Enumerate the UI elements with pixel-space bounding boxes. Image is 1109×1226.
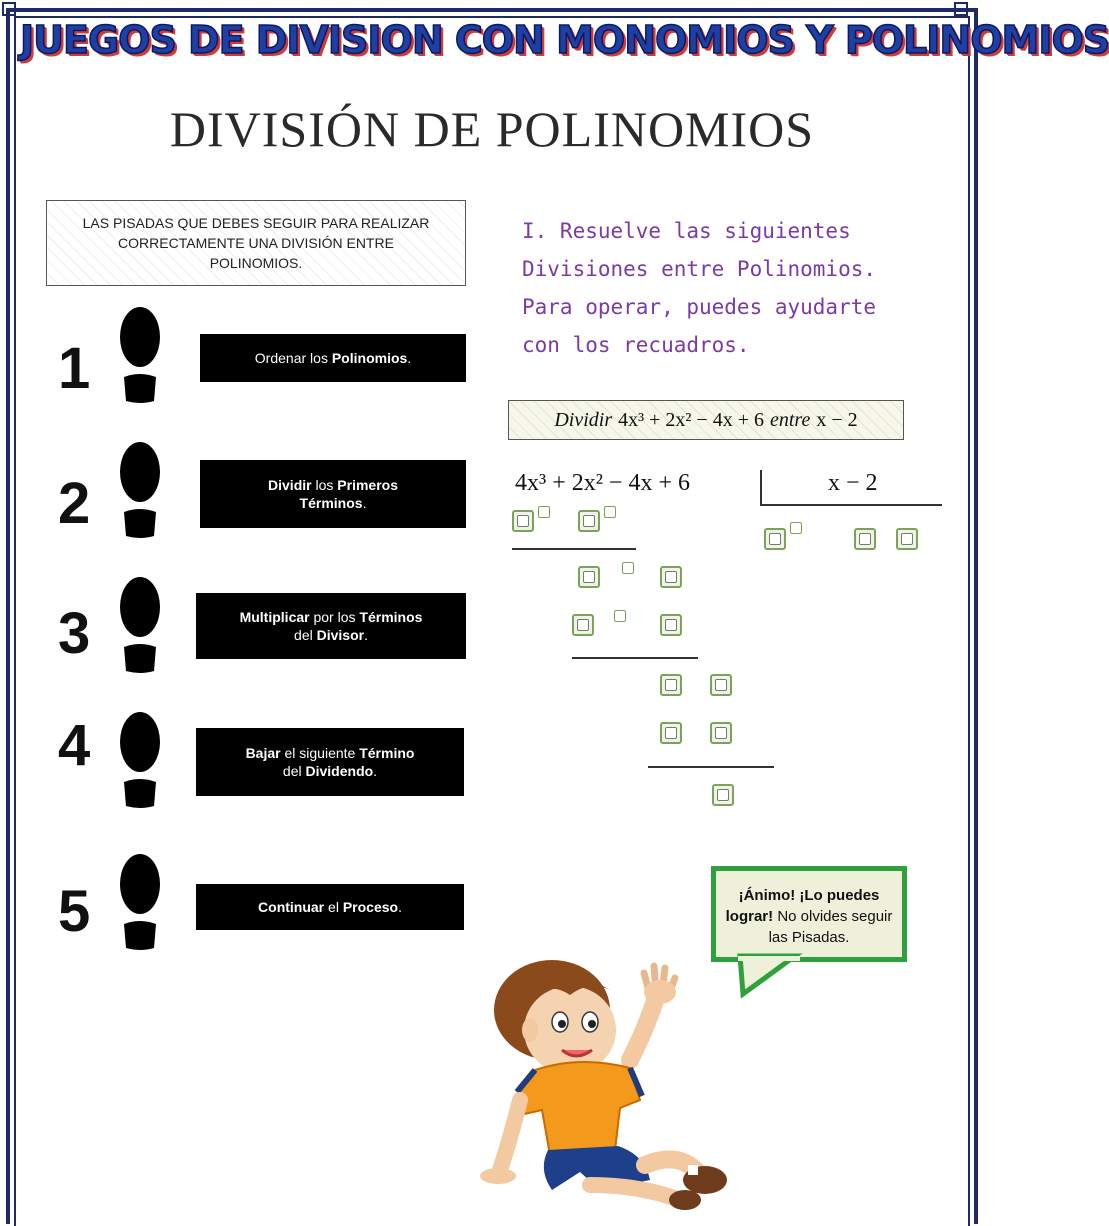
quotient-box[interactable] <box>854 528 876 550</box>
exercise-connector: entre <box>769 408 811 431</box>
exponent-box[interactable] <box>622 562 634 574</box>
answer-box[interactable] <box>512 510 534 532</box>
step-number-2: 2 <box>58 471 91 536</box>
quotient-box[interactable] <box>896 528 918 550</box>
page-title: DIVISIÓN DE POLINOMIOS <box>169 101 815 157</box>
step-label-1: Ordenar los Polinomios. <box>200 334 466 382</box>
footprint-icon <box>118 710 162 810</box>
instructions-line-4: con los recuadros. <box>522 333 750 357</box>
division-bracket-vertical <box>760 470 762 506</box>
step-number-1: 1 <box>58 336 91 401</box>
quotient-box[interactable] <box>764 528 786 550</box>
step-label-2: Dividir los Primeros Términos. <box>200 460 466 528</box>
instructions-line-2: Divisiones entre Polinomios. <box>522 257 877 281</box>
corner-ornament-right <box>954 2 968 16</box>
answer-box[interactable] <box>660 674 682 696</box>
subtraction-line-3 <box>648 766 774 768</box>
step-label-3: Multiplicar por los Términos del Divisor. <box>196 593 466 659</box>
step-number-4: 4 <box>58 713 91 778</box>
subtraction-line-1 <box>512 548 636 550</box>
exercise-prompt-box <box>508 400 904 440</box>
quotient-exponent-box[interactable] <box>790 522 802 534</box>
answer-box[interactable] <box>710 674 732 696</box>
answer-box[interactable] <box>660 722 682 744</box>
steps-intro-text: LAS PISADAS QUE DEBES SEGUIR PARA REALIZAR CORRECTAMENTE UNA DIVISIÓN ENTRE POLINOMIOS. <box>82 215 430 271</box>
answer-box[interactable] <box>578 566 600 588</box>
cartoon-boy-illustration <box>480 950 780 1212</box>
step-label-4: Bajar el siguiente Término del Dividendo. <box>196 728 464 796</box>
exponent-box[interactable] <box>538 506 550 518</box>
speech-normal-text: No olvides seguir las Pisadas. <box>768 908 893 946</box>
speech-bold-text: ¡Ánimo! ¡Lo puedes lograr! <box>725 887 880 925</box>
instructions-line-1: I. Resuelve las siguientes <box>522 219 851 243</box>
exponent-box[interactable] <box>614 610 626 622</box>
exercise-prompt-word: Dividir <box>554 408 613 431</box>
steps-intro-box <box>46 200 466 286</box>
exercise-divisor-inline: x − 2 <box>816 408 858 431</box>
footprint-icon <box>118 440 162 540</box>
instructions-line-3: Para operar, puedes ayudarte <box>522 295 877 319</box>
step-number-3: 3 <box>58 601 91 666</box>
footprint-icon <box>118 852 162 952</box>
footprint-icon <box>118 305 162 405</box>
dividend: 4x³ + 2x² − 4x + 6 <box>515 470 690 496</box>
speech-bubble <box>711 866 907 962</box>
exponent-box[interactable] <box>604 506 616 518</box>
corner-ornament-left <box>2 2 16 16</box>
instructions <box>522 212 942 364</box>
step-number-5: 5 <box>58 879 91 944</box>
exercise-dividend-inline: 4x³ + 2x² − 4x + 6 <box>618 408 764 431</box>
answer-box[interactable] <box>710 722 732 744</box>
divisor: x − 2 <box>828 470 878 496</box>
answer-box[interactable] <box>572 614 594 636</box>
step-label-5: Continuar el Proceso. <box>196 884 464 930</box>
division-bracket-horizontal <box>760 504 942 506</box>
answer-box[interactable] <box>578 510 600 532</box>
answer-box[interactable] <box>660 566 682 588</box>
remainder-box[interactable] <box>712 784 734 806</box>
answer-box[interactable] <box>660 614 682 636</box>
banner-title: JUEGOS DE DIVISION CON MONOMIOS Y POLINOMIOS <box>20 18 1109 62</box>
subtraction-line-2 <box>572 657 698 659</box>
footprint-icon <box>118 575 162 675</box>
